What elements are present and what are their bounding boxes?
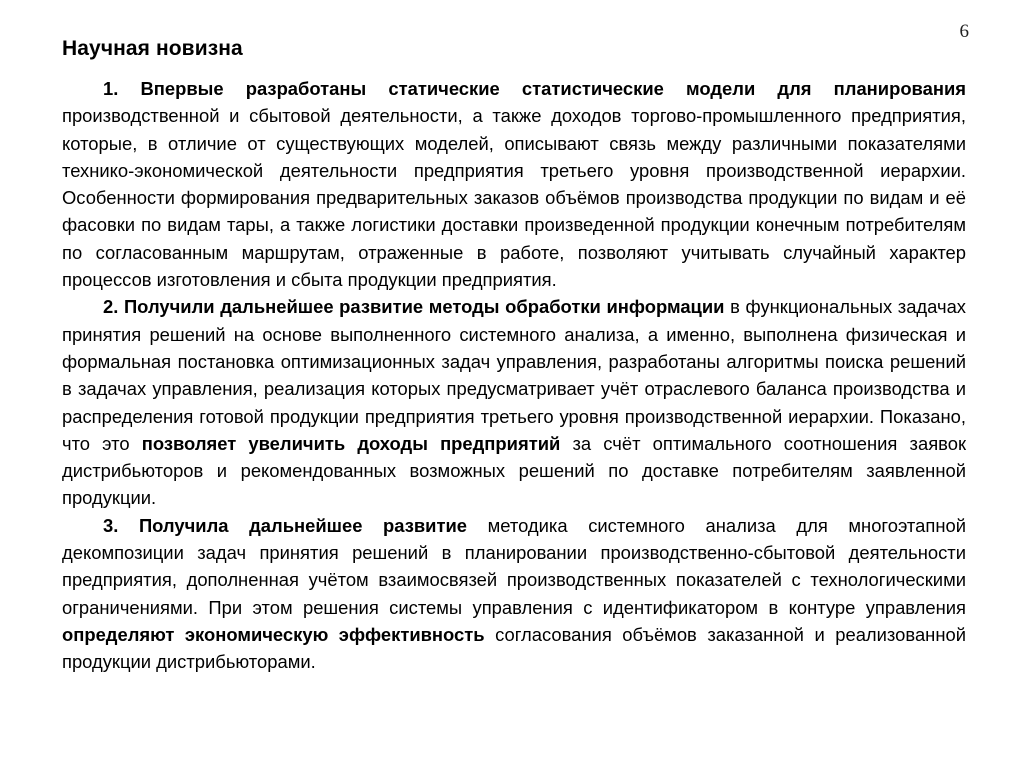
- paragraph-3-bold-lead: 3. Получила дальнейшее развитие: [103, 514, 468, 536]
- paragraph-1-bold-lead: 1. Впервые разработаны статические статистические модели для планирования: [103, 78, 966, 99]
- paragraph-novelty-3: [62, 512, 966, 676]
- paragraph-2-text-end: за счёт оптимального соотношения заявок дистрибьюторов и рекомендованных возможных решений по доставке потребителям заявленной продукции.: [62, 432, 966, 509]
- paragraph-2-bold-lead: 2. Получили дальнейшее развитие методы обработки информации: [103, 296, 725, 318]
- page-number: 6: [959, 21, 969, 42]
- paragraph-3-text: методика системного анализа для многоэтапной декомпозиции задач принятия решений в планировании производственно-сбытовой деятельности предприятия, дополненная учётом взаимосвязей производственных показателей с технологическими ограничениями. При этом решения системы управления с идентификатором в контуре управления: [62, 514, 966, 618]
- page-title: Научная новизна: [62, 37, 243, 60]
- paragraph-3-text-end: согласования объёмов заказанной и реализованной продукции дистрибьюторами.: [62, 623, 966, 673]
- document-body: [62, 75, 966, 676]
- paragraph-2-text: в функциональных задачах принятия решений на основе выполненного системного анализа, а именно, выполнена физическая и формальная постановка оптимизационных задач управления, разработаны алгоритмы поиска решений в задачах управления, реализация которых предусматривает учёт отраслевого баланса производства и распределения готовой продукции предприятия третьего уровня производственной иерархии. Показано, что это: [62, 296, 966, 454]
- paragraph-2-bold-emphasis: позволяет увеличить доходы предприятий: [141, 432, 561, 454]
- paragraph-novelty-2: [62, 293, 966, 511]
- paragraph-3-bold-emphasis: определяют экономическую эффективность: [62, 623, 485, 645]
- paragraph-1-text: производственной и сбытовой деятельности, а также доходов торгово-промышленного предприятия, которые, в отличие от существующих моделей, описывают связь между различными показателями технико-экономической деятельности предприятия третьего уровня производственной иерархии. Особенности формирования предварительных заказов объёмов производства продукции по видам и её фасовки по видам тары, а также логистики доставки произведенной продукции конечным потребителям по согласованным маршрутам, отраженные в работе, позволяют учитывать случайный характер процессов изготовления и сбыта продукции предприятия.: [62, 105, 966, 291]
- paragraph-novelty-1: [62, 75, 966, 293]
